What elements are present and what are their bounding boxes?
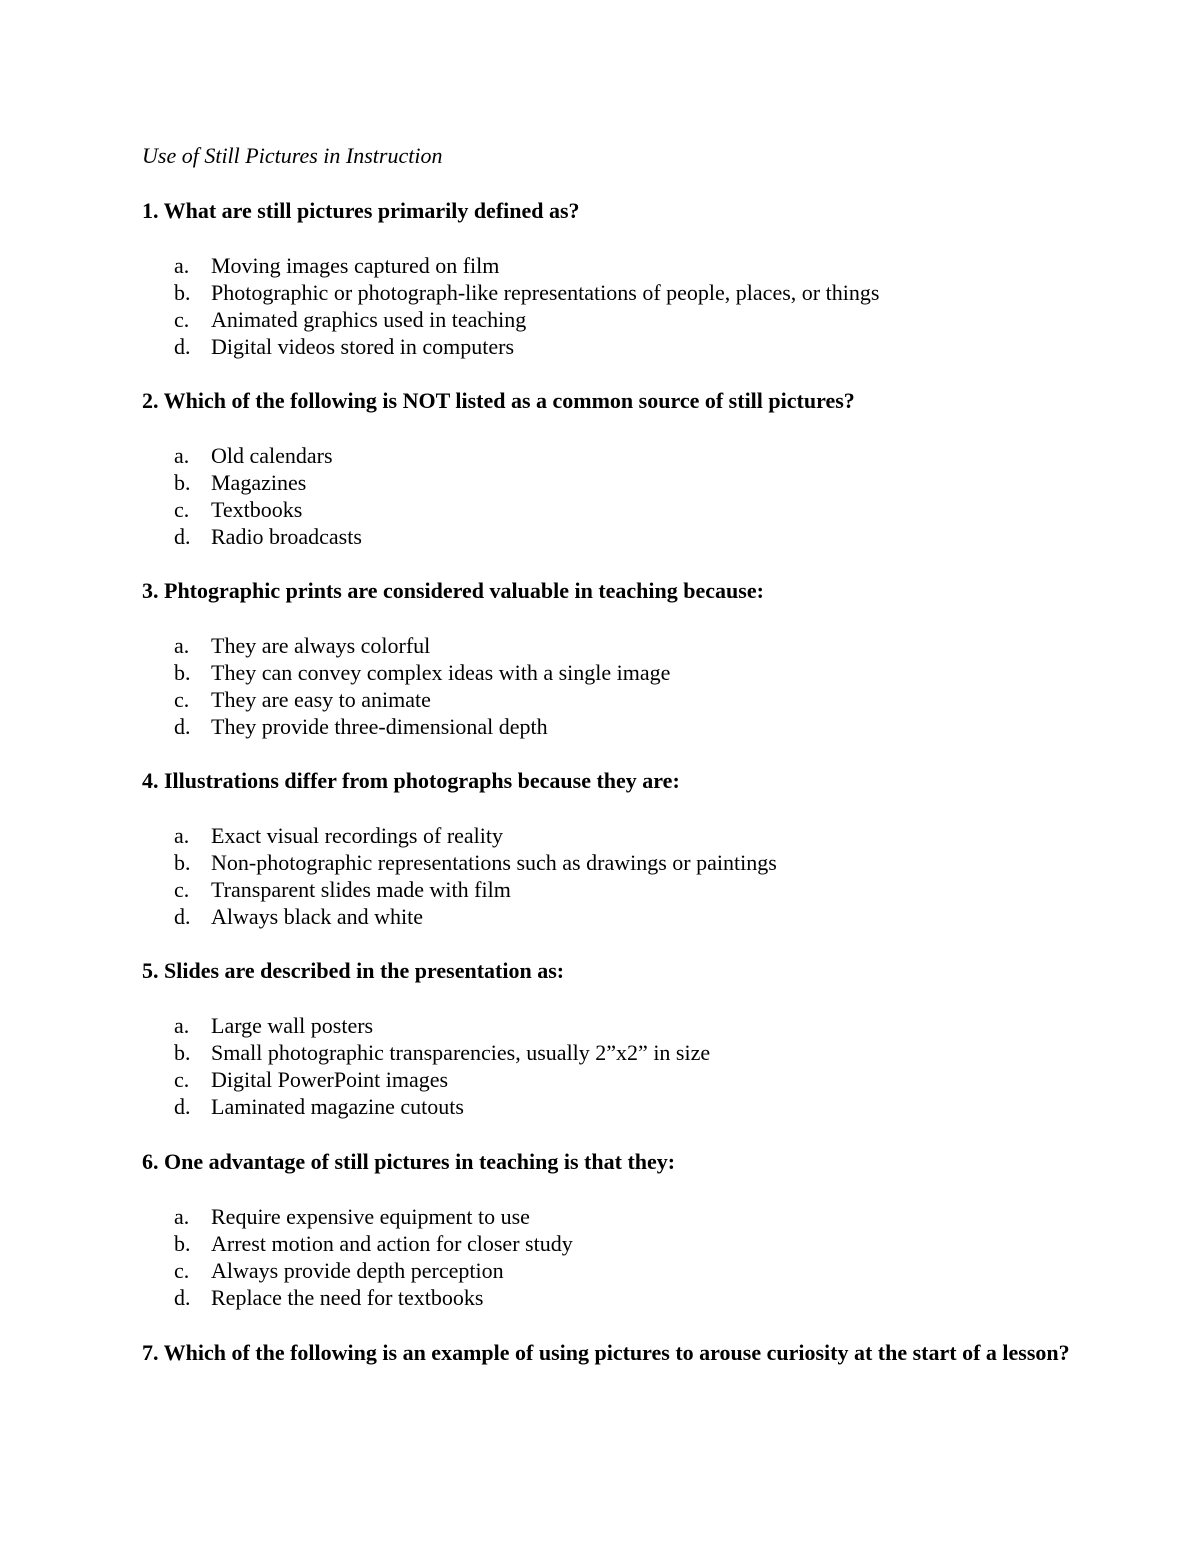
option-text: Always provide depth perception: [211, 1258, 504, 1283]
option-4c: [174, 876, 1074, 903]
question-2-options: [174, 442, 1074, 550]
question-2-prompt: 2. Which of the following is NOT listed as a common source of still pictures?: [142, 388, 855, 413]
option-text: They are easy to animate: [211, 687, 431, 712]
option-2a: [174, 442, 1074, 469]
question-5-prompt: 5. Slides are described in the presentation as:: [142, 958, 565, 983]
option-4a: [174, 822, 1074, 849]
option-letter: a.: [174, 443, 190, 468]
option-letter: d.: [174, 334, 191, 359]
option-3a: [174, 632, 1074, 659]
option-letter: d.: [174, 1285, 191, 1310]
option-text: Transparent slides made with film: [211, 877, 511, 902]
option-letter: c.: [174, 1067, 190, 1092]
question-4-prompt: 4. Illustrations differ from photographs because they are:: [142, 768, 680, 793]
option-text: Require expensive equipment to use: [211, 1204, 530, 1229]
option-letter: a.: [174, 1013, 190, 1038]
option-2c: [174, 496, 1074, 523]
option-text: Always black and white: [211, 904, 423, 929]
question-3-prompt: 3. Phtographic prints are considered valuable in teaching because:: [142, 578, 764, 603]
option-1d: [174, 333, 1074, 360]
option-text: They can convey complex ideas with a single image: [211, 660, 671, 685]
option-letter: b.: [174, 1231, 191, 1256]
option-text: Replace the need for textbooks: [211, 1285, 484, 1310]
option-text: Large wall posters: [211, 1013, 374, 1038]
option-3c: [174, 686, 1074, 713]
option-6b: [174, 1230, 1074, 1257]
option-letter: b.: [174, 1040, 191, 1065]
option-letter: b.: [174, 470, 191, 495]
option-letter: b.: [174, 660, 191, 685]
option-text: Textbooks: [211, 497, 303, 522]
option-3d: [174, 713, 1074, 740]
option-letter: d.: [174, 524, 191, 549]
option-letter: d.: [174, 1094, 191, 1119]
option-letter: a.: [174, 1204, 190, 1229]
option-4d: [174, 903, 1074, 930]
option-text: Animated graphics used in teaching: [211, 307, 527, 332]
option-1b: [174, 279, 1074, 306]
option-3b: [174, 659, 1074, 686]
option-letter: a.: [174, 823, 190, 848]
option-1c: [174, 306, 1074, 333]
option-text: Digital PowerPoint images: [211, 1067, 449, 1092]
option-letter: c.: [174, 877, 190, 902]
option-text: Radio broadcasts: [211, 524, 362, 549]
document-title: Use of Still Pictures in Instruction: [142, 143, 443, 168]
option-letter: b.: [174, 280, 191, 305]
option-text: Moving images captured on film: [211, 253, 500, 278]
question-4-options: [174, 822, 1074, 930]
question-6-options: [174, 1203, 1074, 1311]
option-letter: d.: [174, 714, 191, 739]
option-4b: [174, 849, 1074, 876]
option-letter: a.: [174, 633, 190, 658]
option-letter: b.: [174, 850, 191, 875]
option-text: Photographic or photograph-like representations of people, places, or things: [211, 280, 880, 305]
option-5d: [174, 1093, 1074, 1120]
option-text: Small photographic transparencies, usually 2”x2” in size: [211, 1040, 711, 1065]
option-text: Magazines: [211, 470, 307, 495]
question-1-options: [174, 252, 1074, 360]
option-2b: [174, 469, 1074, 496]
option-text: Arrest motion and action for closer study: [211, 1231, 573, 1256]
option-text: Non-photographic representations such as drawings or paintings: [211, 850, 777, 875]
option-text: Digital videos stored in computers: [211, 334, 515, 359]
option-text: They are always colorful: [211, 633, 431, 658]
option-1a: [174, 252, 1074, 279]
option-2d: [174, 523, 1074, 550]
option-text: Old calendars: [211, 443, 333, 468]
option-6d: [174, 1284, 1074, 1311]
question-1-prompt: 1. What are still pictures primarily defined as?: [142, 198, 580, 223]
option-letter: a.: [174, 253, 190, 278]
option-5c: [174, 1066, 1074, 1093]
option-letter: c.: [174, 307, 190, 332]
option-5b: [174, 1039, 1074, 1066]
option-letter: c.: [174, 687, 190, 712]
option-6c: [174, 1257, 1074, 1284]
option-letter: c.: [174, 497, 190, 522]
question-3-options: [174, 632, 1074, 740]
question-5-options: [174, 1012, 1074, 1120]
option-text: Laminated magazine cutouts: [211, 1094, 464, 1119]
option-text: They provide three-dimensional depth: [211, 714, 548, 739]
option-text: Exact visual recordings of reality: [211, 823, 504, 848]
option-5a: [174, 1012, 1074, 1039]
option-letter: d.: [174, 904, 191, 929]
option-letter: c.: [174, 1258, 190, 1283]
question-6-prompt: 6. One advantage of still pictures in teaching is that they:: [142, 1149, 676, 1174]
option-6a: [174, 1203, 1074, 1230]
question-7-prompt: 7. Which of the following is an example of using pictures to arouse curiosity at the start of a lesson?: [142, 1340, 1070, 1365]
